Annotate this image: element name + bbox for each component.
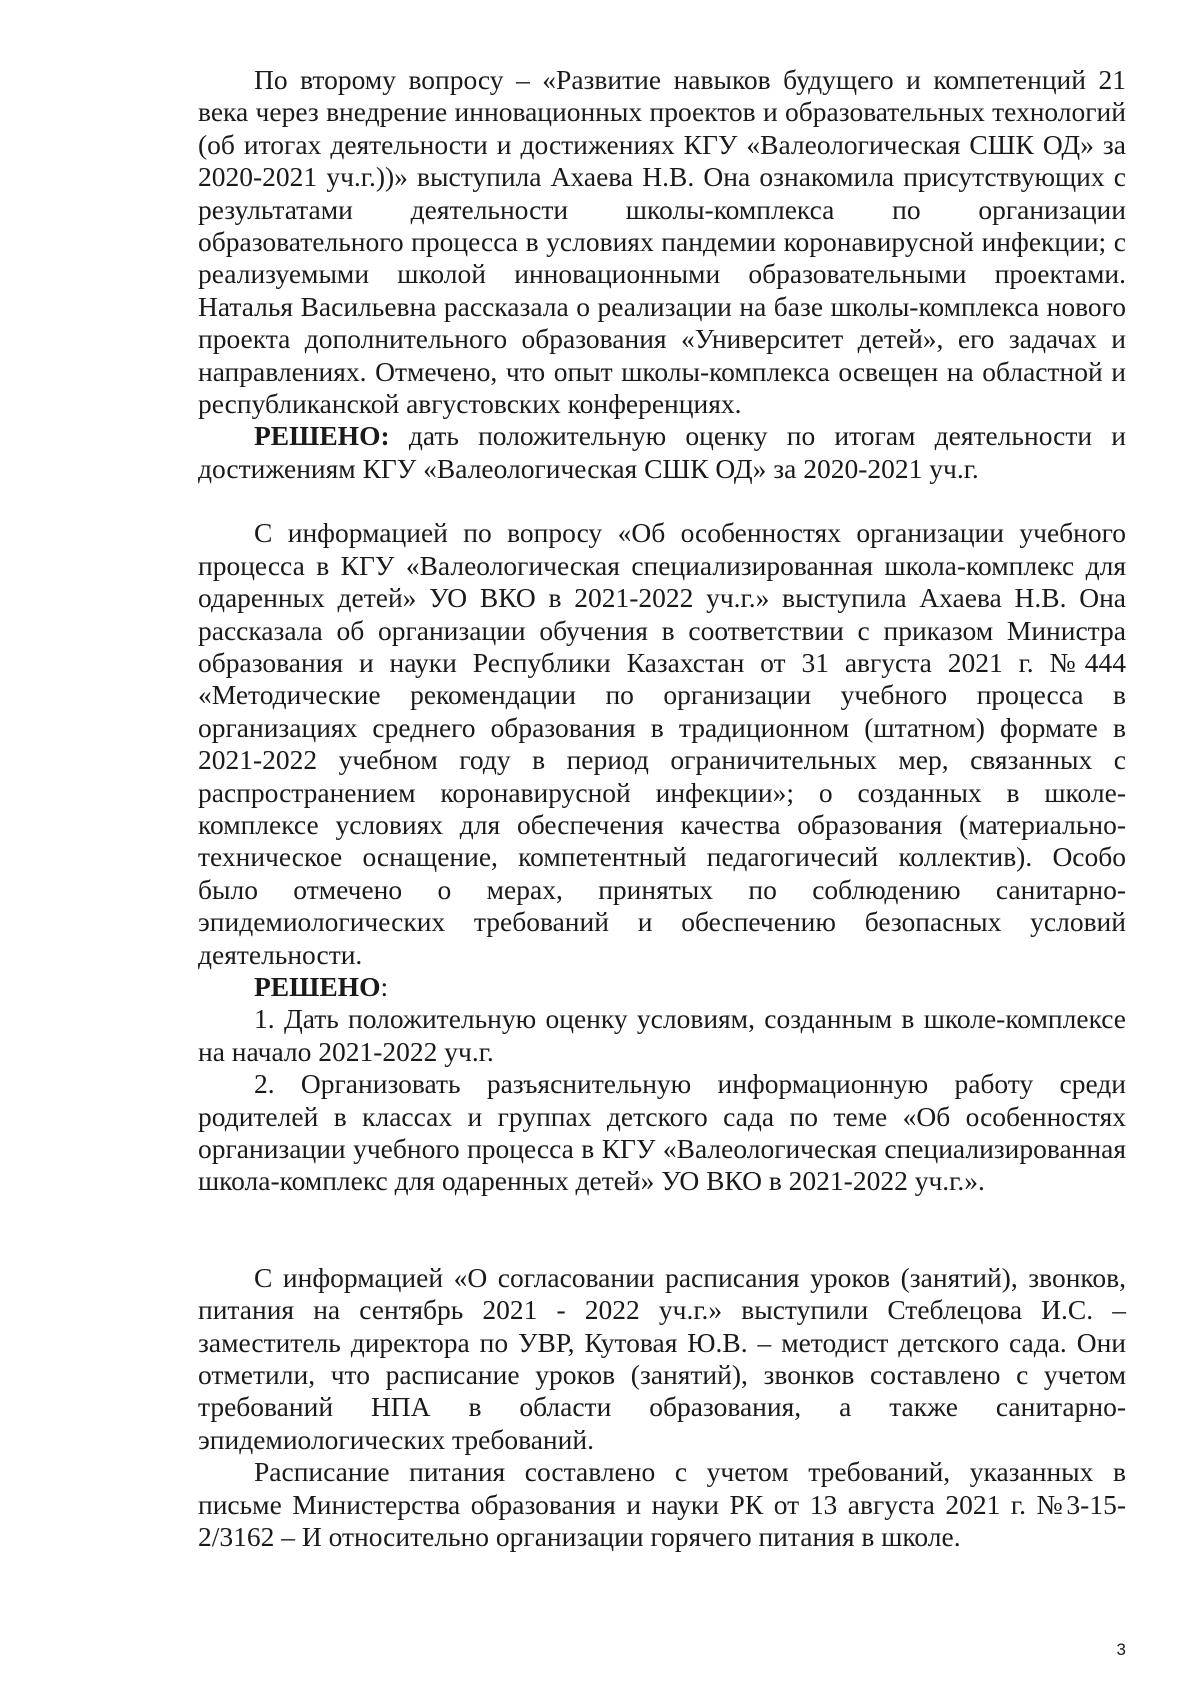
paragraph-organization-info: С информацией по вопросу «Об особенностях организации учебного процесса в КГУ «Валеологическая специализированная школа-комплекс для одаренных детей» УО ВКО в 2021-2022 уч.г.» выступила Ахаева Н.В. Она рассказала об организации обучения в соответствии с приказом Министра образования и науки Республики Казахстан от 31 августа 2021 г. №444 «Методические рекомендации по организации учебного процесса в организациях среднего образования в традиционном (штатном) формате в 2021-2022 учебном году в период ограничительных мер, связанных с распространением коронавирусной инфекции»; о созданных в школе-комплексе условиях для обеспечения качества образования (материально-техническое оснащение, компетентный педагогичесий коллектив). Особо было отмечено о мерах, принятых по соблюдению санитарно-эпидемиологических требований и обеспечению безопасных условий деятельности. <box>198 517 1126 970</box>
decision-heading-2 <box>198 971 1126 1003</box>
decision-paragraph-1 <box>198 420 1126 485</box>
page-number: 3 <box>1116 1640 1126 1659</box>
decision-label: РЕШЕНО: <box>254 420 390 452</box>
spacer <box>198 1198 1126 1262</box>
paragraph-meal-schedule: Расписание питания составлено с учетом требований, указанных в письме Министерства образования и науки РК от 13 августа 2021 г. №3-15-2/3162 – И относительно организации горячего питания в школе. <box>198 1456 1126 1553</box>
paragraph-second-question: По второму вопросу – «Развитие навыков будущего и компетенций 21 века через внедрение инновационных проектов и образовательных технологий (об итогах деятельности и достижениях КГУ «Валеологическая СШК ОД» за 2020-2021 уч.г.))» выступила Ахаева Н.В. Она ознакомила присутствующих с результатами деятельности школы-комплекса по организации образовательного процесса в условиях пандемии коронавирусной инфекции; с реализуемыми школой инновационными образовательными проектами. Наталья Васильевна рассказала о реализации на базе школы-комплекса нового проекта дополнительного образования «Университет детей», его задачах и направлениях. Отмечено, что опыт школы-комплекса освещен на областной и республиканской августовских конференциях. <box>198 64 1126 420</box>
decision-colon: : <box>380 970 389 1002</box>
decision-item-1: 1. Дать положительную оценку условиям, созданным в школе-комплексе на начало 2021-2022 уч.г. <box>198 1003 1126 1067</box>
document-body <box>198 64 1126 1553</box>
decision-label: РЕШЕНО <box>254 970 381 1002</box>
paragraph-schedule-info: С информацией «О согласовании расписания уроков (занятий), звонков, питания на сентябрь 2021 - 2022 уч.г.» выступили Стеблецова И.С. – заместитель директора по УВР, Кутовая Ю.В. – методист детского сада. Они отметили, что расписание уроков (занятий), звонков составлено с учетом требований НПА в области образования, а также санитарно-эпидемиологических требований. <box>198 1261 1126 1455</box>
decision-item-2: 2. Организовать разъяснительную информационную работу среди родителей в классах и группах детского сада по теме «Об особенностях организации учебного процесса в КГУ «Валеологическая специализированная школа-комплекс для одаренных детей» УО ВКО в 2021-2022 уч.г.». <box>198 1068 1126 1197</box>
decision-text: дать положительную оценку по итогам деятельности и достижениям КГУ «Валеологическая СШК ОД» за 2020-2021 уч.г. <box>198 420 1126 484</box>
spacer <box>198 485 1126 517</box>
